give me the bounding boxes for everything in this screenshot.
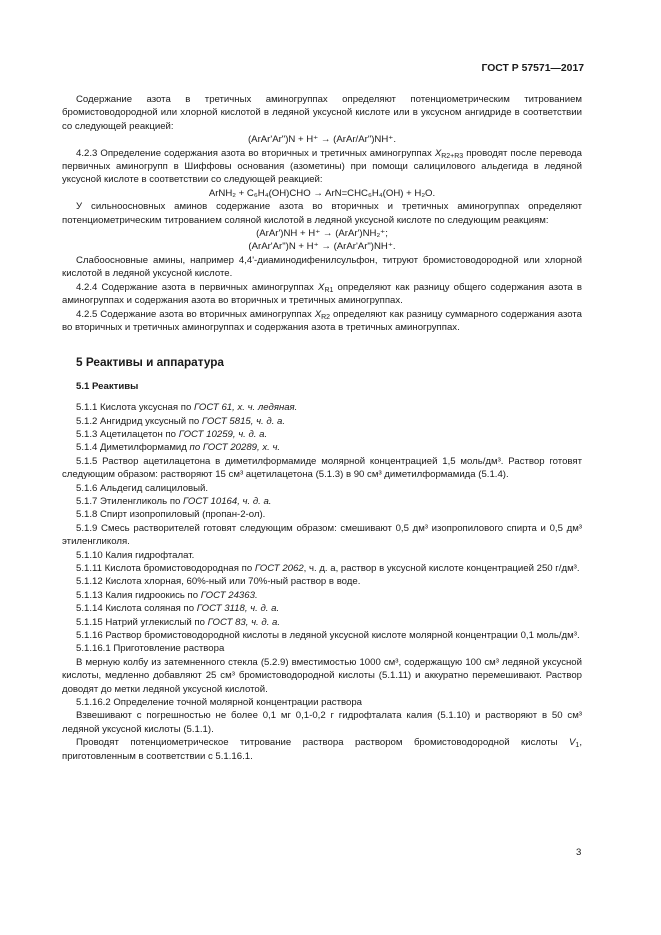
variable: X bbox=[434, 147, 442, 159]
paragraph: В мерную колбу из затемненного стекла (5.2.9) вместимостью 1000 см³, содержащую 100 см³ ледяной уксусной кислоты, медленно добавляют 25 см³ бромистоводородной кислоты (5.1.11) и аккуратно перемешивают. Раствор доводят до метки ледяной уксусной кислотой. bbox=[62, 656, 582, 695]
list-item: 5.1.1 Кислота уксусная по ГОСТ 61, х. ч. ледяная. bbox=[76, 402, 298, 414]
paragraph-4-2-5: 4.2.5 Содержание азота во вторичных аминогруппах $X_{R2}$ определяют как разницу суммарного содержания азота во вторичных и третичных аминогруппах и содержания азота в третичных аминогруппах. bbox=[62, 308, 582, 333]
section-title: 5 Реактивы и аппаратура bbox=[76, 355, 224, 370]
list-item: 5.1.5 Раствор ацетилацетона в диметилформамиде молярной концентрацией 1,5 моль/дм³. Раствор готовят следующим образом: растворяют 15 см³ ацетилацетона (5.1.3) в 90 см³ диметилформамида (5.1.4). bbox=[62, 455, 582, 481]
paragraph: Взвешивают с погрешностью не более 0,1 мг 0,1-0,2 г гидрофталата калия (5.1.10) и растворяют в 50 см³ ледяной уксусной кислоты (5.1.1). bbox=[62, 710, 582, 735]
paragraph: У сильноосновных аминов содержание азота во вторичных и третичных аминогруппах определяют потенциометрическим титрованием соляной кислотой в ледяной уксусной кислоте по следующим реакциям: bbox=[62, 201, 582, 226]
paragraph-4-2-3: 4.2.3 Определение содержания азота во вторичных и третичных аминогруппах $X_{R2+R3}$ проводят после перевода первичных аминогрупп в Шиффовы основания (азометины) при помощи салицилового альдегида в ледяной уксусной кислоте в соответствии со следующей реакцией: bbox=[62, 147, 582, 186]
paragraph: Содержание азота в третичных аминогруппах определяют потенциометрическим титрованием бромистоводородной или хлорной кислотой в ледяной уксусной кислоте или в уксусном ангидриде в соответствии со следующей реакцией: bbox=[62, 94, 582, 132]
list-item: 5.1.9 Смесь растворителей готовят следующим образом: смешивают 0,5 дм³ изопропилового спирта и 0,5 дм³ этиленгликоля. bbox=[62, 522, 582, 548]
equation: (ArAr')NH + H⁺ → (ArAr')NH₂⁺; bbox=[256, 228, 388, 240]
equation: (ArAr'Ar")N + H⁺ → (ArAr'Ar")NH⁺. bbox=[248, 241, 396, 253]
list-item: 5.1.15 Натрий углекислый по ГОСТ 83, ч. д. а. bbox=[76, 616, 281, 628]
list-item: 5.1.12 Кислота хлорная, 60%-ный или 70%-ный раствор в воде. bbox=[76, 576, 361, 588]
list-item: 5.1.7 Этиленгликоль по ГОСТ 10164, ч. д. а. bbox=[76, 495, 272, 507]
list-item: 5.1.3 Ацетилацетон по ГОСТ 10259, ч. д. а. bbox=[76, 428, 268, 440]
list-item: 5.1.16 Раствор бромистоводородной кислоты в ледяной уксусной кислоте молярной концентрации 0,1 моль/дм³. bbox=[76, 630, 580, 642]
list-item: 5.1.13 Калия гидроокись по ГОСТ 24363. bbox=[76, 589, 258, 601]
document-header: ГОСТ Р 57571—2017 bbox=[481, 63, 584, 74]
list-item: 5.1.8 Спирт изопропиловый (пропан-2-ол). bbox=[76, 509, 266, 521]
paragraph-4-2-4: 4.2.4 Содержание азота в первичных аминогруппах $X_{R1}$ определяют как разницу общего содержания азота в аминогруппах и содержания азота во вторичных и третичных аминогруппах. bbox=[62, 281, 582, 307]
list-item: 5.1.10 Калия гидрофталат. bbox=[76, 549, 195, 561]
list-item: 5.1.16.2 Определение точной молярной концентрации раствора bbox=[76, 697, 362, 709]
list-item: 5.1.14 Кислота соляная по ГОСТ 3118, ч. д. а. bbox=[76, 603, 280, 615]
list-item: 5.1.16.1 Приготовление раствора bbox=[76, 643, 225, 655]
equation: ArNH₂ + C₆H₄(OH)CHO → ArN=CHC₆H₄(OH) + H₂O. bbox=[208, 187, 436, 199]
variable: X bbox=[314, 308, 322, 320]
equation: (ArAr'Ar")N + H⁺ → (ArAr/Ar")NH⁺. bbox=[247, 134, 396, 146]
list-item: 5.1.4 Диметилформамид по ГОСТ 20289, х. ч. bbox=[76, 442, 281, 454]
paragraph: Проводят потенциометрическое титрование раствора раствором бромистоводородной кислоты $V_1$, приготовленным в соответствии с 5.1.16.1. bbox=[62, 737, 582, 762]
list-item: 5.1.6 Альдегид салициловый. bbox=[76, 482, 209, 494]
subsection-title: 5.1 Реактивы bbox=[76, 380, 139, 392]
list-item: 5.1.11 Кислота бромистоводородная по ГОСТ 2062, ч. д. а, раствор в уксусной кислоте концентрацией 250 г/дм³. bbox=[76, 563, 580, 574]
variable: X bbox=[318, 281, 325, 293]
page-content bbox=[62, 93, 582, 763]
list-item: 5.1.2 Ангидрид уксусный по ГОСТ 5815, ч. д. а. bbox=[76, 415, 286, 427]
page-number: 3 bbox=[576, 847, 582, 858]
paragraph: Слабоосновные амины, например 4,4'-диаминодифенилсульфон, титруют бромистоводородной или хлорной кислотой в ледяной уксусной кислоте. bbox=[62, 254, 582, 280]
variable: V bbox=[569, 737, 576, 749]
